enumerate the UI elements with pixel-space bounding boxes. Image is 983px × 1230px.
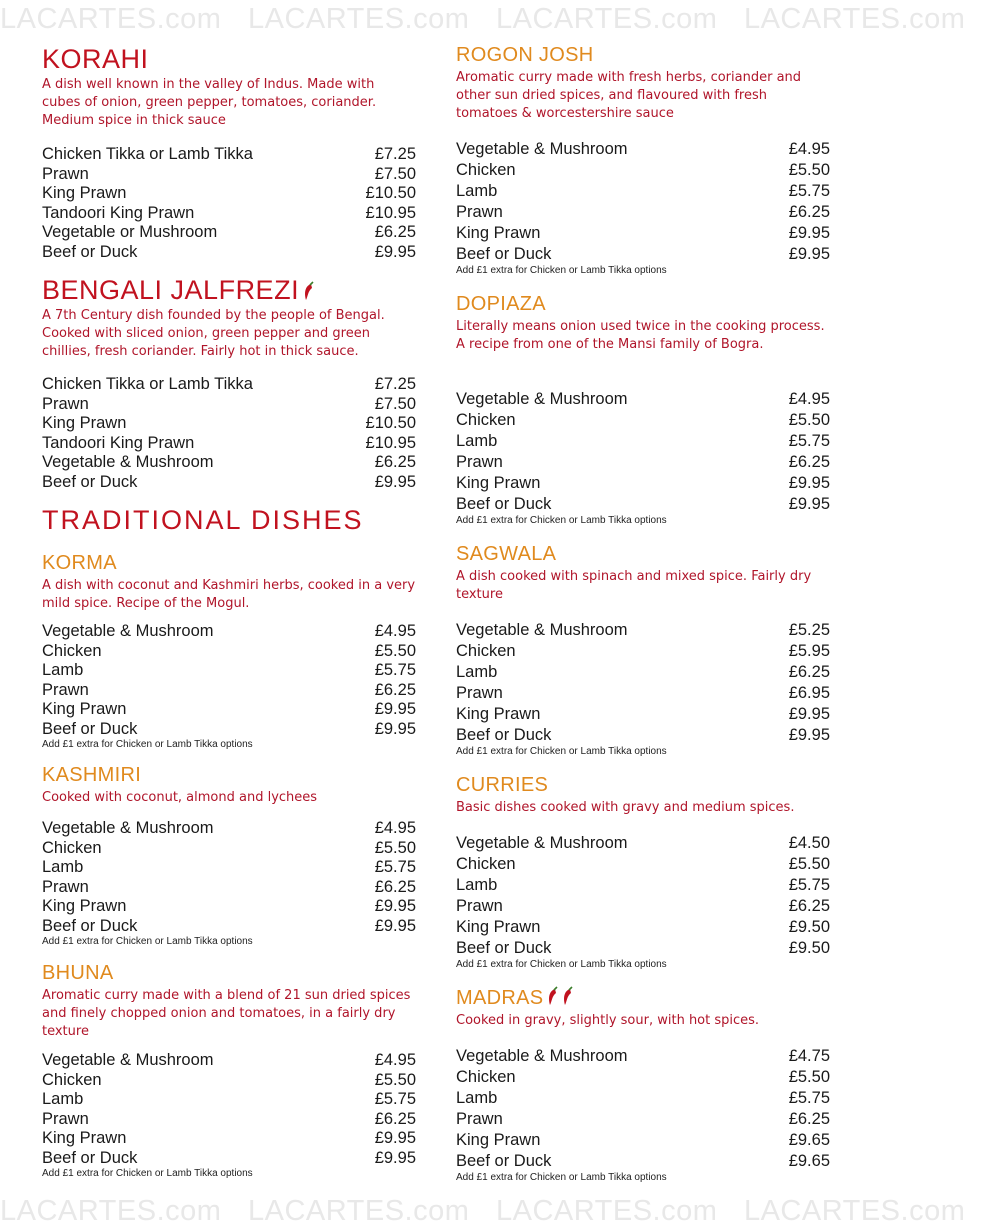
menu-item-row	[456, 833, 830, 854]
menu-item-row	[456, 917, 830, 938]
menu-item-name: Lamb	[456, 876, 498, 894]
menu-item-price: £5.50	[788, 855, 830, 873]
menu-item-price: £6.25	[788, 663, 830, 681]
menu-item-price: £4.95	[788, 140, 830, 158]
menu-item-price: £5.75	[788, 182, 830, 200]
menu-section-curries	[456, 773, 830, 797]
menu-item-price: £9.50	[788, 918, 830, 936]
menu-item-row	[42, 204, 416, 224]
section-title	[456, 773, 830, 797]
menu-item-name: Chicken	[42, 838, 102, 857]
menu-item-name: Prawn	[456, 684, 503, 702]
menu-item-name: Prawn	[42, 877, 89, 896]
menu-item-name: King Prawn	[42, 184, 127, 202]
menu-item-row	[456, 223, 830, 244]
menu-item-price: £4.95	[374, 819, 416, 837]
menu-item-name: Chicken	[42, 1070, 102, 1089]
menu-item-name: Chicken	[456, 411, 516, 429]
menu-item-price: £9.95	[374, 897, 416, 915]
menu-item-price: £7.25	[374, 375, 416, 393]
menu-section-bhuna	[42, 961, 416, 985]
menu-item-price: £5.50	[374, 1070, 416, 1089]
menu-section-traditional	[42, 505, 416, 535]
menu-item-price: £9.95	[374, 472, 416, 491]
section-title-text: SAGWALA	[456, 543, 557, 565]
section-description: A dish cooked with spinach and mixed spice. Fairly dry texture	[456, 569, 812, 602]
menu-item-row	[42, 184, 416, 204]
section-title	[456, 43, 830, 67]
menu-item-row	[42, 1149, 416, 1169]
section-title	[456, 292, 830, 316]
menu-item-name: Lamb	[456, 663, 498, 681]
menu-item-row	[456, 160, 830, 181]
menu-item-row	[456, 620, 830, 641]
menu-item-price: £6.25	[374, 453, 416, 471]
menu-item-row	[42, 839, 416, 859]
tikka-extra-note: Add £1 extra for Chicken or Lamb Tikka options	[456, 515, 667, 526]
menu-item-price: £5.75	[374, 661, 416, 679]
watermark-text: LACARTES.com	[247, 1195, 470, 1227]
menu-item-price: £7.50	[374, 164, 416, 183]
menu-item-name: Vegetable & Mushroom	[456, 621, 628, 639]
menu-item-name: Beef or Duck	[456, 495, 552, 513]
menu-item-row	[456, 854, 830, 875]
menu-item-row	[456, 875, 830, 896]
menu-item-name: Beef or Duck	[456, 939, 552, 957]
menu-item-name: Vegetable or Mushroom	[42, 223, 218, 241]
menu-item-name: King Prawn	[456, 705, 541, 723]
menu-item-name: Beef or Duck	[42, 1148, 138, 1167]
chili-icon	[562, 987, 573, 1007]
menu-item-row	[456, 452, 830, 473]
menu-item-row	[42, 878, 416, 898]
menu-item-price: £9.95	[788, 474, 830, 492]
menu-item-name: Lamb	[456, 432, 498, 450]
menu-item-row	[42, 1129, 416, 1149]
menu-item-price: £4.75	[788, 1047, 830, 1065]
menu-item-name: King Prawn	[456, 474, 541, 492]
menu-item-price: £9.65	[788, 1131, 830, 1149]
menu-item-price: £4.95	[788, 390, 830, 408]
menu-item-row	[42, 700, 416, 720]
menu-item-name: Chicken	[456, 1068, 516, 1086]
price-list	[456, 139, 830, 277]
menu-item-price: £4.95	[374, 1051, 416, 1069]
menu-item-name: King Prawn	[456, 1131, 541, 1149]
menu-item-price: £10.50	[365, 184, 416, 202]
menu-item-price: £6.95	[788, 684, 830, 702]
menu-item-name: Prawn	[42, 1109, 89, 1128]
menu-section-dopiaza	[456, 292, 830, 316]
menu-item-name: Lamb	[42, 661, 84, 679]
tikka-extra-note: Add £1 extra for Chicken or Lamb Tikka options	[456, 746, 667, 757]
menu-item-price: £10.50	[365, 414, 416, 432]
menu-item-row	[42, 145, 416, 165]
section-description: Aromatic curry made with a blend of 21 sun dried spices and finely chopped onion and tomatoes, in a fairly dry texture	[42, 988, 411, 1039]
section-title-text: TRADITIONAL DISHES	[42, 505, 364, 535]
menu-section-bengali-jalfrezi	[42, 275, 416, 305]
section-description: Literally means onion used twice in the cooking process. A recipe from one of the Mansi family of Bogra.	[456, 319, 825, 352]
menu-item-price: £9.95	[788, 224, 830, 242]
menu-item-row	[456, 1067, 830, 1088]
menu-item-name: Lamb	[42, 858, 84, 876]
menu-item-row	[42, 917, 416, 937]
menu-item-row	[42, 395, 416, 415]
menu-item-name: Vegetable & Mushroom	[42, 1051, 214, 1069]
watermark-text: LACARTES.com	[0, 1195, 222, 1227]
menu-item-name: Prawn	[42, 394, 89, 413]
menu-item-name: Beef or Duck	[456, 726, 552, 744]
menu-item-row	[42, 243, 416, 263]
chili-icon	[303, 282, 314, 302]
menu-item-row	[42, 375, 416, 395]
menu-item-row	[42, 473, 416, 493]
menu-item-row	[42, 1071, 416, 1091]
menu-item-name: Lamb	[456, 182, 498, 200]
menu-section-kashmiri	[42, 763, 416, 787]
menu-item-price: £9.95	[374, 242, 416, 261]
menu-item-name: Vegetable & Mushroom	[456, 390, 628, 408]
tikka-extra-note: Add £1 extra for Chicken or Lamb Tikka options	[42, 1168, 253, 1179]
menu-item-name: Vegetable & Mushroom	[42, 622, 214, 640]
menu-section-madras	[456, 986, 830, 1010]
menu-item-row	[42, 223, 416, 243]
price-list	[42, 819, 416, 948]
menu-item-row	[456, 1109, 830, 1130]
menu-item-price: £6.25	[788, 897, 830, 915]
section-title	[42, 505, 416, 535]
section-title-text: BENGALI JALFREZI	[42, 275, 300, 305]
menu-item-price: £6.25	[374, 1109, 416, 1128]
menu-item-price: £9.95	[788, 726, 830, 744]
menu-item-price: £9.95	[374, 1129, 416, 1147]
section-title	[42, 275, 416, 305]
menu-item-name: Chicken	[456, 161, 516, 179]
menu-item-name: Chicken	[456, 642, 516, 660]
menu-item-row	[42, 622, 416, 642]
price-list	[42, 145, 416, 262]
menu-item-name: Beef or Duck	[42, 242, 138, 261]
menu-item-price: £9.65	[788, 1152, 830, 1170]
menu-item-name: Lamb	[42, 1090, 84, 1108]
watermark-text: LACARTES.com	[495, 3, 718, 35]
section-title	[456, 986, 830, 1010]
section-description: A 7th Century dish founded by the people of Bengal. Cooked with sliced onion, green pepper and green chillies, fresh coriander. Fairly hot in thick sauce.	[42, 308, 385, 359]
menu-item-name: King Prawn	[42, 897, 127, 915]
section-title	[42, 961, 416, 985]
menu-item-name: King Prawn	[456, 918, 541, 936]
price-list	[456, 1046, 830, 1184]
menu-item-row	[456, 139, 830, 160]
menu-item-row	[42, 720, 416, 740]
price-list	[42, 622, 416, 751]
menu-item-price: £9.95	[374, 916, 416, 935]
menu-item-row	[42, 681, 416, 701]
menu-item-price: £10.95	[365, 203, 416, 222]
menu-item-row	[456, 494, 830, 515]
menu-item-price: £6.25	[788, 1110, 830, 1128]
menu-item-price: £9.50	[788, 939, 830, 957]
tikka-extra-note: Add £1 extra for Chicken or Lamb Tikka options	[456, 959, 667, 970]
menu-item-name: King Prawn	[456, 224, 541, 242]
menu-item-name: Chicken Tikka or Lamb Tikka	[42, 375, 253, 393]
menu-item-name: Tandoori King Prawn	[42, 203, 195, 222]
menu-item-row	[42, 897, 416, 917]
section-title	[42, 763, 416, 787]
menu-item-price: £5.95	[788, 642, 830, 660]
menu-item-name: Lamb	[456, 1089, 498, 1107]
section-title-text: KORMA	[42, 552, 117, 574]
menu-item-price: £5.50	[374, 838, 416, 857]
watermark-bottom	[0, 1192, 966, 1230]
menu-item-name: Beef or Duck	[42, 472, 138, 491]
section-title	[42, 44, 416, 74]
menu-item-name: King Prawn	[42, 700, 127, 718]
menu-item-name: Prawn	[42, 164, 89, 183]
section-title-text: BHUNA	[42, 962, 114, 984]
menu-item-name: Vegetable & Mushroom	[456, 834, 628, 852]
menu-item-row	[456, 202, 830, 223]
watermark-text: LACARTES.com	[247, 3, 470, 35]
menu-item-row	[456, 662, 830, 683]
menu-item-price: £5.50	[788, 1068, 830, 1086]
chili-icon	[547, 987, 558, 1007]
menu-item-name: Prawn	[456, 1110, 503, 1128]
menu-item-name: King Prawn	[42, 414, 127, 432]
menu-item-row	[456, 1088, 830, 1109]
watermark-text: LACARTES.com	[743, 3, 966, 35]
menu-item-row	[42, 858, 416, 878]
menu-item-price: £9.95	[788, 495, 830, 513]
menu-item-row	[456, 410, 830, 431]
menu-item-price: £9.95	[374, 1148, 416, 1167]
menu-item-row	[456, 683, 830, 704]
menu-item-row	[456, 896, 830, 917]
menu-item-name: Prawn	[456, 453, 503, 471]
menu-item-name: Beef or Duck	[456, 245, 552, 263]
menu-item-price: £6.25	[374, 680, 416, 699]
menu-item-row	[42, 642, 416, 662]
menu-item-name: King Prawn	[42, 1129, 127, 1147]
menu-item-row	[456, 1130, 830, 1151]
menu-item-price: £6.25	[374, 877, 416, 896]
menu-item-price: £9.95	[788, 245, 830, 263]
menu-item-name: Vegetable & Mushroom	[42, 453, 214, 471]
watermark-text: LACARTES.com	[495, 1195, 718, 1227]
menu-item-price: £9.95	[788, 705, 830, 723]
menu-item-row	[456, 431, 830, 452]
menu-item-price: £5.75	[788, 876, 830, 894]
menu-item-name: Chicken	[42, 641, 102, 660]
section-title-text: CURRIES	[456, 774, 549, 796]
menu-item-name: Vegetable & Mushroom	[456, 140, 628, 158]
section-description: Basic dishes cooked with gravy and medium spices.	[456, 800, 795, 815]
price-list	[456, 389, 830, 527]
tikka-extra-note: Add £1 extra for Chicken or Lamb Tikka options	[42, 936, 253, 947]
menu-item-row	[456, 244, 830, 265]
menu-item-price: £5.75	[374, 1090, 416, 1108]
menu-item-price: £6.25	[374, 223, 416, 241]
menu-section-korma	[42, 551, 416, 575]
menu-section-sagwala	[456, 542, 830, 566]
section-title-text: MADRAS	[456, 987, 544, 1009]
menu-item-price: £9.95	[374, 719, 416, 738]
menu-item-price: £5.75	[374, 858, 416, 876]
menu-item-name: Prawn	[456, 203, 503, 221]
menu-item-name: Chicken Tikka or Lamb Tikka	[42, 145, 253, 163]
menu-item-price: £6.25	[788, 203, 830, 221]
menu-item-row	[456, 641, 830, 662]
menu-item-row	[456, 725, 830, 746]
menu-item-row	[456, 1151, 830, 1172]
section-title-text: KASHMIRI	[42, 764, 142, 786]
menu-item-price: £5.50	[788, 161, 830, 179]
section-title-text: KORAHI	[42, 44, 149, 74]
price-list	[456, 833, 830, 971]
menu-item-row	[42, 1110, 416, 1130]
menu-item-row	[42, 165, 416, 185]
menu-item-price: £4.50	[788, 834, 830, 852]
menu-item-price: £7.50	[374, 394, 416, 413]
menu-item-price: £5.50	[374, 641, 416, 660]
menu-item-name: Vegetable & Mushroom	[42, 819, 214, 837]
menu-item-row	[456, 389, 830, 410]
menu-item-name: Beef or Duck	[42, 719, 138, 738]
watermark-text: LACARTES.com	[743, 1195, 966, 1227]
menu-item-row	[42, 661, 416, 681]
tikka-extra-note: Add £1 extra for Chicken or Lamb Tikka options	[456, 1172, 667, 1183]
menu-item-row	[42, 434, 416, 454]
menu-item-name: Vegetable & Mushroom	[456, 1047, 628, 1065]
menu-item-price: £4.95	[374, 622, 416, 640]
menu-item-row	[42, 1090, 416, 1110]
menu-item-row	[456, 704, 830, 725]
menu-item-name: Beef or Duck	[456, 1152, 552, 1170]
menu-item-row	[456, 181, 830, 202]
menu-item-price: £5.75	[788, 432, 830, 450]
tikka-extra-note: Add £1 extra for Chicken or Lamb Tikka options	[42, 739, 253, 750]
menu-section-korahi	[42, 44, 416, 74]
menu-item-price: £5.75	[788, 1089, 830, 1107]
section-title-text: DOPIAZA	[456, 293, 546, 315]
menu-item-price: £5.50	[788, 411, 830, 429]
menu-item-row	[456, 1046, 830, 1067]
watermark-text: LACARTES.com	[0, 3, 222, 35]
section-title	[456, 542, 830, 566]
menu-item-price: £9.95	[374, 700, 416, 718]
menu-item-name: Prawn	[456, 897, 503, 915]
section-description: Aromatic curry made with fresh herbs, coriander and other sun dried spices, and flavoured with fresh tomatoes & worcestershire sauce	[456, 70, 802, 121]
section-description: A dish with coconut and Kashmiri herbs, cooked in a very mild spice. Recipe of the Mogul.	[42, 578, 416, 611]
watermark-top	[0, 0, 966, 38]
menu-item-row	[42, 819, 416, 839]
price-list	[456, 620, 830, 758]
menu-item-price: £7.25	[374, 145, 416, 163]
tikka-extra-note: Add £1 extra for Chicken or Lamb Tikka options	[456, 265, 667, 276]
section-title	[42, 551, 416, 575]
section-title-text: ROGON JOSH	[456, 44, 594, 66]
menu-item-name: Prawn	[42, 680, 89, 699]
menu-item-name: Chicken	[456, 855, 516, 873]
menu-item-price: £5.25	[788, 621, 830, 639]
menu-item-price: £6.25	[788, 453, 830, 471]
menu-item-row	[42, 414, 416, 434]
section-description: A dish well known in the valley of Indus. Made with cubes of onion, green pepper, tomatoes, coriander. Medium spice in thick sauce	[42, 77, 377, 128]
price-list	[42, 1051, 416, 1180]
menu-item-row	[456, 938, 830, 959]
menu-item-name: Beef or Duck	[42, 916, 138, 935]
menu-item-name: Tandoori King Prawn	[42, 433, 195, 452]
menu-item-price: £10.95	[365, 433, 416, 452]
section-description: Cooked in gravy, slightly sour, with hot spices.	[456, 1013, 760, 1028]
menu-item-row	[456, 473, 830, 494]
menu-section-rogon-josh	[456, 43, 830, 67]
menu-item-row	[42, 453, 416, 473]
price-list	[42, 375, 416, 492]
section-description: Cooked with coconut, almond and lychees	[42, 790, 318, 805]
menu-item-row	[42, 1051, 416, 1071]
